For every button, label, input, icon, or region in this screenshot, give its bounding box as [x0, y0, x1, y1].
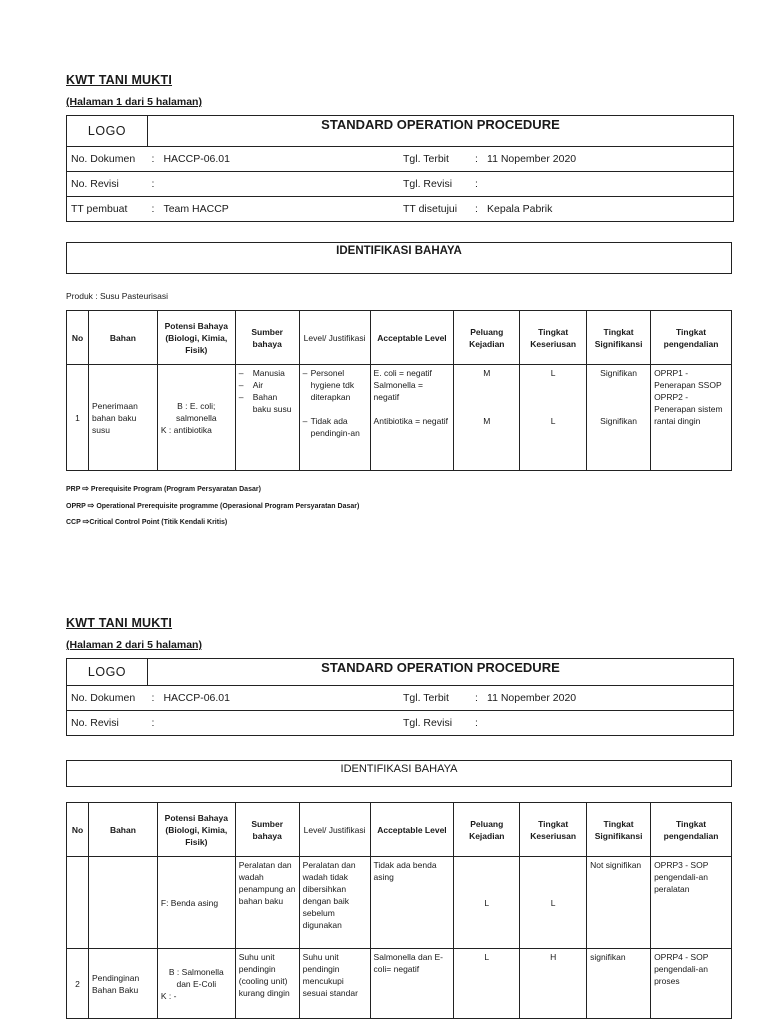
row-no: 1 [67, 365, 89, 471]
logo-placeholder: LOGO [67, 116, 148, 147]
logo-placeholder: LOGO [67, 659, 148, 686]
no-dokumen-label: No. Dokumen [67, 147, 148, 172]
tgl-revisi: Tgl. Revisi : [399, 711, 733, 736]
no-revisi-label: No. Revisi [67, 711, 148, 736]
arrow-right-icon: ⇨ [87, 500, 95, 510]
row-peluang: L [454, 857, 520, 949]
hazard-table-page-1 [66, 310, 732, 471]
sop-title: STANDARD OPERATION PROCEDURE [147, 116, 733, 147]
row-level: Suhu unit pendingin mencukupi sesuai standar [299, 949, 370, 1019]
table-row [67, 365, 732, 471]
produk-label: Produk : Susu Pasteurisasi [66, 291, 169, 301]
hazard-table-page-2 [66, 802, 732, 1019]
no-dokumen-label: No. Dokumen [67, 686, 148, 711]
tt-pembuat-label: TT pembuat [67, 197, 148, 222]
document-header-table [66, 658, 734, 736]
row-no [67, 857, 89, 949]
col-header: Tingkat Signifikansi [587, 311, 651, 365]
section-title-box [66, 242, 732, 274]
table-row [67, 949, 732, 1019]
col-header: Tingkat Keseriusan [520, 803, 587, 857]
col-header: Peluang Kejadian [454, 803, 520, 857]
no-dokumen-value: : HACCP-06.01 [147, 686, 399, 711]
row-no: 2 [67, 949, 89, 1019]
row-sumber: – Manusia – Air – Bahan baku susu [235, 365, 299, 471]
tgl-terbit: Tgl. Terbit : 11 Nopember 2020 [399, 686, 733, 711]
arrow-right-icon: ⇨ [82, 517, 90, 526]
row-keseriusan: L [520, 857, 587, 949]
page-info: (Halaman 2 dari 5 halaman) [66, 639, 202, 651]
no-dokumen-value: : HACCP-06.01 [147, 147, 399, 172]
table-header-row [67, 311, 732, 365]
col-header: Acceptable Level [370, 311, 454, 365]
col-header: Peluang Kejadian [454, 311, 520, 365]
col-header: Tingkat Signifikansi [587, 803, 651, 857]
section-title-box [66, 760, 732, 787]
row-keseriusan: L L [520, 365, 587, 471]
section-title: IDENTIFIKASI BAHAYA [340, 763, 458, 775]
org-name: KWT TANI MUKTI [66, 73, 173, 87]
col-header: No [67, 803, 89, 857]
row-bahan: Penerimaan bahan baku susu [88, 365, 157, 471]
tt-disetujui: TT disetujui : Kepala Pabrik [399, 197, 733, 222]
sop-title: STANDARD OPERATION PROCEDURE [147, 659, 733, 686]
legend-item: PRP ⇨ Prerequisite Program (Program Persyaratan Dasar) [66, 481, 359, 498]
row-pengendalian: OPRP3 - SOP pengendali-an peralatan [651, 857, 732, 949]
no-revisi-value: : [147, 711, 399, 736]
col-header: Level/ Justifikasi [299, 311, 370, 365]
table-row [67, 857, 732, 949]
row-pengendalian: OPRP4 - SOP pengendali-an proses [651, 949, 732, 1019]
row-potensi: B : Salmonella dan E-Coli K : - [157, 949, 235, 1019]
col-header: Tingkat Keseriusan [520, 311, 587, 365]
tt-pembuat-value: : Team HACCP [147, 197, 399, 222]
page-info: (Halaman 1 dari 5 halaman) [66, 96, 202, 108]
col-header: Sumber bahaya [235, 311, 299, 365]
org-name: KWT TANI MUKTI [66, 616, 173, 630]
row-acceptable: Salmonella dan E-coli= negatif [370, 949, 454, 1019]
row-peluang: M M [454, 365, 520, 471]
row-signifikansi: signifikan [587, 949, 651, 1019]
page-1-heading [66, 73, 734, 108]
table-header-row [67, 803, 732, 857]
page-2-heading [66, 616, 734, 651]
arrow-right-icon: ⇨ [82, 484, 89, 493]
row-bahan [88, 857, 157, 949]
row-level: – Personel hygiene tdk diterapkan – Tidak ada pendingin-an [299, 365, 370, 471]
row-potensi: F: Benda asing [157, 857, 235, 949]
col-header: Bahan [88, 803, 157, 857]
tgl-terbit: Tgl. Terbit : 11 Nopember 2020 [399, 147, 733, 172]
row-signifikansi: Not signifikan [587, 857, 651, 949]
no-revisi-value: : [147, 172, 399, 197]
row-level: Peralatan dan wadah tidak dibersihkan dengan baik sebelum digunakan [299, 857, 370, 949]
col-header: Tingkat pengendalian [651, 311, 732, 365]
col-header: No [67, 311, 89, 365]
document-header-table [66, 115, 734, 222]
row-pengendalian: OPRP1 - Penerapan SSOP OPRP2 - Penerapan sistem rantai dingin [651, 365, 732, 471]
row-keseriusan: H [520, 949, 587, 1019]
col-header: Bahan [88, 311, 157, 365]
col-header: Tingkat pengendalian [651, 803, 732, 857]
row-acceptable: Tidak ada benda asing [370, 857, 454, 949]
legend-item: OPRP ⇨ Operational Prerequisite programme (Operasional Program Persyaratan Dasar) [66, 498, 359, 515]
legend [66, 481, 359, 531]
row-signifikansi: Signifikan Signifikan [587, 365, 651, 471]
legend-item: CCP ⇨Critical Control Point (Titik Kendali Kritis) [66, 514, 359, 531]
col-header: Acceptable Level [370, 803, 454, 857]
row-peluang: L [454, 949, 520, 1019]
tgl-revisi: Tgl. Revisi : [399, 172, 733, 197]
row-potensi: B : E. coli; salmonella K : antibiotika [157, 365, 235, 471]
col-header: Level/ Justifikasi [299, 803, 370, 857]
no-revisi-label: No. Revisi [67, 172, 148, 197]
col-header: Potensi Bahaya (Biologi, Kimia, Fisik) [157, 803, 235, 857]
row-sumber: Suhu unit pendingin (cooling unit) kurang dingin [235, 949, 299, 1019]
row-acceptable: E. coli = negatif Salmonella = negatif Antibiotika = negatif [370, 365, 454, 471]
row-bahan: Pendinginan Bahan Baku [88, 949, 157, 1019]
row-sumber: Peralatan dan wadah penampung an bahan baku [235, 857, 299, 949]
col-header: Potensi Bahaya (Biologi, Kimia, Fisik) [157, 311, 235, 365]
col-header: Sumber bahaya [235, 803, 299, 857]
section-title: IDENTIFIKASI BAHAYA [336, 245, 462, 257]
